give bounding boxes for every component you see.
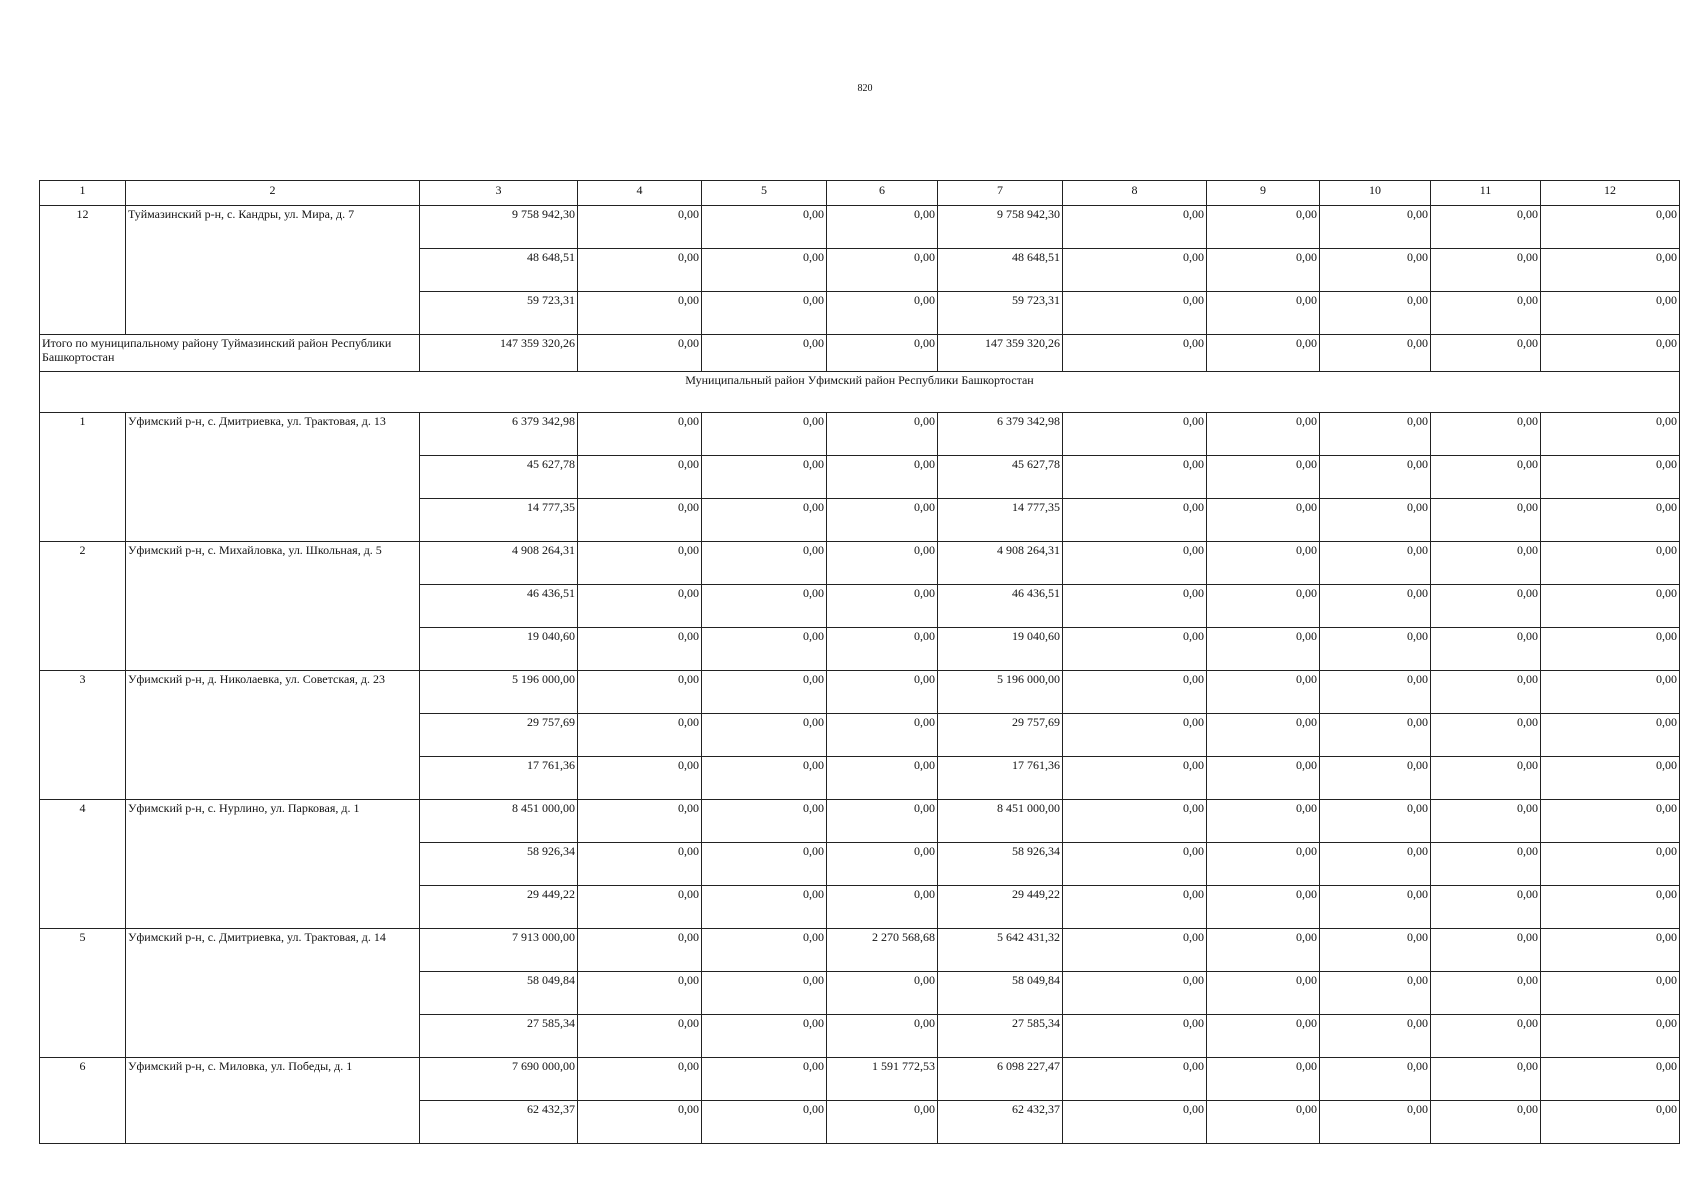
value-cell: 0,00 — [1431, 628, 1541, 671]
row-index: 2 — [40, 542, 126, 671]
value-cell: 0,00 — [1320, 456, 1431, 499]
value-cell: 0,00 — [578, 757, 702, 800]
value-cell: 46 436,51 — [938, 585, 1063, 628]
value-cell: 0,00 — [578, 206, 702, 249]
value-cell: 0,00 — [578, 499, 702, 542]
value-cell: 0,00 — [578, 800, 702, 843]
value-cell: 59 723,31 — [420, 292, 578, 335]
value-cell: 0,00 — [1541, 499, 1680, 542]
value-cell: 58 049,84 — [938, 972, 1063, 1015]
value-cell: 0,00 — [1207, 929, 1320, 972]
value-cell: 0,00 — [1541, 1101, 1680, 1144]
value-cell: 0,00 — [702, 800, 827, 843]
value-cell: 0,00 — [1207, 843, 1320, 886]
value-cell: 48 648,51 — [938, 249, 1063, 292]
value-cell: 19 040,60 — [938, 628, 1063, 671]
value-cell: 0,00 — [1063, 499, 1207, 542]
value-cell: 0,00 — [1320, 972, 1431, 1015]
value-cell: 14 777,35 — [420, 499, 578, 542]
column-header: 7 — [938, 181, 1063, 206]
total-value-cell: 0,00 — [1320, 335, 1431, 372]
value-cell: 0,00 — [1063, 714, 1207, 757]
value-cell: 0,00 — [827, 628, 938, 671]
value-cell: 1 591 772,53 — [827, 1058, 938, 1101]
table-row — [40, 206, 1680, 249]
value-cell: 0,00 — [1541, 249, 1680, 292]
value-cell: 17 761,36 — [420, 757, 578, 800]
value-cell: 0,00 — [1431, 1058, 1541, 1101]
value-cell: 0,00 — [1431, 843, 1541, 886]
value-cell: 0,00 — [827, 886, 938, 929]
value-cell: 5 642 431,32 — [938, 929, 1063, 972]
value-cell: 0,00 — [578, 1015, 702, 1058]
value-cell: 5 196 000,00 — [938, 671, 1063, 714]
total-value-cell: 0,00 — [578, 335, 702, 372]
value-cell: 58 049,84 — [420, 972, 578, 1015]
column-header: 8 — [1063, 181, 1207, 206]
value-cell: 0,00 — [1541, 413, 1680, 456]
address-cell: Туймазинский р-н, с. Кандры, ул. Мира, д. 7 — [126, 206, 420, 335]
value-cell: 0,00 — [1320, 1101, 1431, 1144]
value-cell: 0,00 — [1320, 714, 1431, 757]
total-value-cell: 0,00 — [1431, 335, 1541, 372]
value-cell: 0,00 — [827, 800, 938, 843]
value-cell: 0,00 — [1541, 292, 1680, 335]
value-cell: 27 585,34 — [938, 1015, 1063, 1058]
value-cell: 0,00 — [578, 929, 702, 972]
value-cell: 0,00 — [702, 972, 827, 1015]
value-cell: 0,00 — [1320, 292, 1431, 335]
value-cell: 0,00 — [702, 714, 827, 757]
value-cell: 0,00 — [1541, 714, 1680, 757]
value-cell: 0,00 — [1207, 292, 1320, 335]
value-cell: 29 757,69 — [938, 714, 1063, 757]
value-cell: 0,00 — [827, 1101, 938, 1144]
value-cell: 0,00 — [1320, 757, 1431, 800]
value-cell: 7 690 000,00 — [420, 1058, 578, 1101]
value-cell: 0,00 — [1541, 800, 1680, 843]
value-cell: 0,00 — [827, 1015, 938, 1058]
row-index: 4 — [40, 800, 126, 929]
value-cell: 0,00 — [1431, 972, 1541, 1015]
value-cell: 8 451 000,00 — [938, 800, 1063, 843]
column-header: 9 — [1207, 181, 1320, 206]
value-cell: 0,00 — [1207, 671, 1320, 714]
value-cell: 0,00 — [1541, 456, 1680, 499]
value-cell: 29 449,22 — [938, 886, 1063, 929]
value-cell: 58 926,34 — [420, 843, 578, 886]
section-header-row — [40, 372, 1680, 413]
value-cell: 0,00 — [578, 413, 702, 456]
value-cell: 8 451 000,00 — [420, 800, 578, 843]
value-cell: 0,00 — [1207, 413, 1320, 456]
value-cell: 0,00 — [1063, 972, 1207, 1015]
value-cell: 0,00 — [1207, 628, 1320, 671]
value-cell: 6 379 342,98 — [938, 413, 1063, 456]
column-header: 3 — [420, 181, 578, 206]
value-cell: 0,00 — [1320, 800, 1431, 843]
total-value-cell: 0,00 — [1541, 335, 1680, 372]
value-cell: 0,00 — [1431, 292, 1541, 335]
value-cell: 29 757,69 — [420, 714, 578, 757]
value-cell: 0,00 — [827, 206, 938, 249]
value-cell: 7 913 000,00 — [420, 929, 578, 972]
value-cell: 0,00 — [702, 542, 827, 585]
value-cell: 0,00 — [1063, 249, 1207, 292]
total-label: Итого по муниципальному району Туймазинский район Республики Башкортостан — [40, 335, 420, 372]
column-header: 12 — [1541, 181, 1680, 206]
value-cell: 0,00 — [1541, 886, 1680, 929]
value-cell: 0,00 — [1063, 843, 1207, 886]
value-cell: 0,00 — [702, 206, 827, 249]
value-cell: 0,00 — [578, 886, 702, 929]
value-cell: 0,00 — [1541, 585, 1680, 628]
value-cell: 0,00 — [1431, 714, 1541, 757]
value-cell: 0,00 — [578, 456, 702, 499]
value-cell: 0,00 — [1207, 206, 1320, 249]
column-header: 11 — [1431, 181, 1541, 206]
address-cell: Уфимский р-н, с. Дмитриевка, ул. Трактовая, д. 13 — [126, 413, 420, 542]
value-cell: 0,00 — [1063, 800, 1207, 843]
value-cell: 0,00 — [827, 413, 938, 456]
address-cell: Уфимский р-н, д. Николаевка, ул. Советская, д. 23 — [126, 671, 420, 800]
total-value-cell: 0,00 — [1207, 335, 1320, 372]
value-cell: 0,00 — [1207, 886, 1320, 929]
value-cell: 0,00 — [702, 1058, 827, 1101]
value-cell: 0,00 — [1320, 249, 1431, 292]
value-cell: 0,00 — [1431, 413, 1541, 456]
value-cell: 0,00 — [1063, 1058, 1207, 1101]
value-cell: 0,00 — [702, 1101, 827, 1144]
total-value-cell: 147 359 320,26 — [938, 335, 1063, 372]
value-cell: 0,00 — [1063, 757, 1207, 800]
value-cell: 0,00 — [702, 1015, 827, 1058]
value-cell: 0,00 — [1541, 929, 1680, 972]
value-cell: 0,00 — [1320, 1015, 1431, 1058]
total-value-cell: 0,00 — [702, 335, 827, 372]
value-cell: 0,00 — [1063, 886, 1207, 929]
value-cell: 0,00 — [1431, 800, 1541, 843]
header-row — [40, 181, 1680, 206]
value-cell: 0,00 — [702, 585, 827, 628]
value-cell: 4 908 264,31 — [938, 542, 1063, 585]
value-cell: 0,00 — [827, 542, 938, 585]
value-cell: 0,00 — [1063, 292, 1207, 335]
value-cell: 0,00 — [1541, 628, 1680, 671]
value-cell: 0,00 — [702, 671, 827, 714]
value-cell: 0,00 — [1541, 206, 1680, 249]
value-cell: 0,00 — [1207, 757, 1320, 800]
value-cell: 0,00 — [827, 292, 938, 335]
value-cell: 9 758 942,30 — [420, 206, 578, 249]
value-cell: 0,00 — [578, 972, 702, 1015]
value-cell: 6 098 227,47 — [938, 1058, 1063, 1101]
value-cell: 0,00 — [1207, 249, 1320, 292]
value-cell: 0,00 — [578, 585, 702, 628]
value-cell: 0,00 — [827, 585, 938, 628]
value-cell: 5 196 000,00 — [420, 671, 578, 714]
value-cell: 14 777,35 — [938, 499, 1063, 542]
value-cell: 0,00 — [578, 292, 702, 335]
value-cell: 0,00 — [1063, 585, 1207, 628]
value-cell: 0,00 — [1207, 542, 1320, 585]
value-cell: 45 627,78 — [938, 456, 1063, 499]
table-body — [40, 206, 1680, 1144]
value-cell: 6 379 342,98 — [420, 413, 578, 456]
column-header: 10 — [1320, 181, 1431, 206]
value-cell: 0,00 — [702, 757, 827, 800]
value-cell: 0,00 — [1320, 628, 1431, 671]
value-cell: 0,00 — [827, 499, 938, 542]
table-row — [40, 542, 1680, 585]
value-cell: 0,00 — [702, 929, 827, 972]
value-cell: 0,00 — [1063, 1015, 1207, 1058]
value-cell: 0,00 — [1207, 585, 1320, 628]
data-table — [39, 180, 1680, 1144]
table-row — [40, 800, 1680, 843]
row-index: 3 — [40, 671, 126, 800]
value-cell: 0,00 — [1320, 585, 1431, 628]
value-cell: 0,00 — [1207, 1015, 1320, 1058]
value-cell: 0,00 — [1063, 1101, 1207, 1144]
value-cell: 0,00 — [1207, 714, 1320, 757]
value-cell: 0,00 — [1320, 843, 1431, 886]
column-header: 2 — [126, 181, 420, 206]
column-header: 5 — [702, 181, 827, 206]
value-cell: 0,00 — [578, 249, 702, 292]
value-cell: 0,00 — [1063, 929, 1207, 972]
section-title: Муниципальный район Уфимский район Республики Башкортостан — [40, 372, 1680, 413]
table-row — [40, 413, 1680, 456]
column-header: 1 — [40, 181, 126, 206]
value-cell: 0,00 — [1431, 1101, 1541, 1144]
value-cell: 0,00 — [1431, 542, 1541, 585]
value-cell: 0,00 — [702, 292, 827, 335]
value-cell: 0,00 — [1063, 456, 1207, 499]
value-cell: 0,00 — [702, 499, 827, 542]
address-cell: Уфимский р-н, с. Дмитриевка, ул. Трактовая, д. 14 — [126, 929, 420, 1058]
value-cell: 0,00 — [827, 456, 938, 499]
value-cell: 0,00 — [1431, 585, 1541, 628]
row-index: 12 — [40, 206, 126, 335]
value-cell: 0,00 — [827, 757, 938, 800]
value-cell: 0,00 — [1431, 757, 1541, 800]
value-cell: 0,00 — [1541, 1015, 1680, 1058]
value-cell: 0,00 — [1431, 499, 1541, 542]
value-cell: 48 648,51 — [420, 249, 578, 292]
address-cell: Уфимский р-н, с. Миловка, ул. Победы, д. 1 — [126, 1058, 420, 1144]
column-header: 6 — [827, 181, 938, 206]
address-cell: Уфимский р-н, с. Михайловка, ул. Школьная, д. 5 — [126, 542, 420, 671]
value-cell: 45 627,78 — [420, 456, 578, 499]
value-cell: 58 926,34 — [938, 843, 1063, 886]
value-cell: 4 908 264,31 — [420, 542, 578, 585]
value-cell: 0,00 — [827, 972, 938, 1015]
value-cell: 0,00 — [702, 249, 827, 292]
column-header: 4 — [578, 181, 702, 206]
value-cell: 0,00 — [1063, 542, 1207, 585]
value-cell: 62 432,37 — [938, 1101, 1063, 1144]
value-cell: 46 436,51 — [420, 585, 578, 628]
value-cell: 0,00 — [1431, 249, 1541, 292]
value-cell: 0,00 — [1541, 843, 1680, 886]
value-cell: 0,00 — [1207, 499, 1320, 542]
value-cell: 0,00 — [1063, 413, 1207, 456]
value-cell: 0,00 — [1063, 671, 1207, 714]
value-cell: 62 432,37 — [420, 1101, 578, 1144]
value-cell: 0,00 — [1320, 499, 1431, 542]
total-value-cell: 0,00 — [1063, 335, 1207, 372]
value-cell: 0,00 — [1541, 972, 1680, 1015]
total-row — [40, 335, 1680, 372]
value-cell: 0,00 — [1063, 206, 1207, 249]
value-cell: 0,00 — [1320, 886, 1431, 929]
table-row — [40, 1058, 1680, 1101]
row-index: 5 — [40, 929, 126, 1058]
value-cell: 0,00 — [578, 1058, 702, 1101]
value-cell: 0,00 — [1541, 671, 1680, 714]
value-cell: 0,00 — [1541, 1058, 1680, 1101]
value-cell: 0,00 — [1063, 628, 1207, 671]
total-value-cell: 0,00 — [827, 335, 938, 372]
value-cell: 0,00 — [1320, 929, 1431, 972]
value-cell: 0,00 — [1320, 671, 1431, 714]
table-row — [40, 671, 1680, 714]
value-cell: 0,00 — [702, 628, 827, 671]
address-cell: Уфимский р-н, с. Нурлино, ул. Парковая, д. 1 — [126, 800, 420, 929]
value-cell: 0,00 — [702, 886, 827, 929]
value-cell: 0,00 — [1541, 757, 1680, 800]
value-cell: 59 723,31 — [938, 292, 1063, 335]
value-cell: 0,00 — [1320, 206, 1431, 249]
value-cell: 0,00 — [1431, 1015, 1541, 1058]
value-cell: 0,00 — [1320, 413, 1431, 456]
value-cell: 0,00 — [827, 843, 938, 886]
value-cell: 0,00 — [702, 843, 827, 886]
value-cell: 0,00 — [1320, 542, 1431, 585]
value-cell: 0,00 — [827, 249, 938, 292]
value-cell: 0,00 — [1207, 972, 1320, 1015]
value-cell: 0,00 — [1431, 456, 1541, 499]
value-cell: 2 270 568,68 — [827, 929, 938, 972]
value-cell: 0,00 — [702, 413, 827, 456]
value-cell: 0,00 — [1207, 1058, 1320, 1101]
value-cell: 0,00 — [578, 843, 702, 886]
value-cell: 0,00 — [578, 542, 702, 585]
value-cell: 0,00 — [1541, 542, 1680, 585]
value-cell: 0,00 — [578, 1101, 702, 1144]
value-cell: 17 761,36 — [938, 757, 1063, 800]
value-cell: 0,00 — [1431, 671, 1541, 714]
value-cell: 0,00 — [827, 671, 938, 714]
row-index: 6 — [40, 1058, 126, 1144]
row-index: 1 — [40, 413, 126, 542]
value-cell: 27 585,34 — [420, 1015, 578, 1058]
total-value-cell: 147 359 320,26 — [420, 335, 578, 372]
value-cell: 0,00 — [578, 671, 702, 714]
value-cell: 0,00 — [827, 714, 938, 757]
page-number: 820 — [857, 83, 873, 94]
value-cell: 0,00 — [1207, 800, 1320, 843]
value-cell: 0,00 — [1320, 1058, 1431, 1101]
value-cell: 29 449,22 — [420, 886, 578, 929]
value-cell: 0,00 — [1431, 206, 1541, 249]
value-cell: 0,00 — [1207, 456, 1320, 499]
value-cell: 0,00 — [578, 628, 702, 671]
value-cell: 0,00 — [1431, 929, 1541, 972]
value-cell: 19 040,60 — [420, 628, 578, 671]
value-cell: 0,00 — [578, 714, 702, 757]
value-cell: 0,00 — [1431, 886, 1541, 929]
value-cell: 0,00 — [1207, 1101, 1320, 1144]
table-row — [40, 929, 1680, 972]
value-cell: 0,00 — [702, 456, 827, 499]
value-cell: 9 758 942,30 — [938, 206, 1063, 249]
